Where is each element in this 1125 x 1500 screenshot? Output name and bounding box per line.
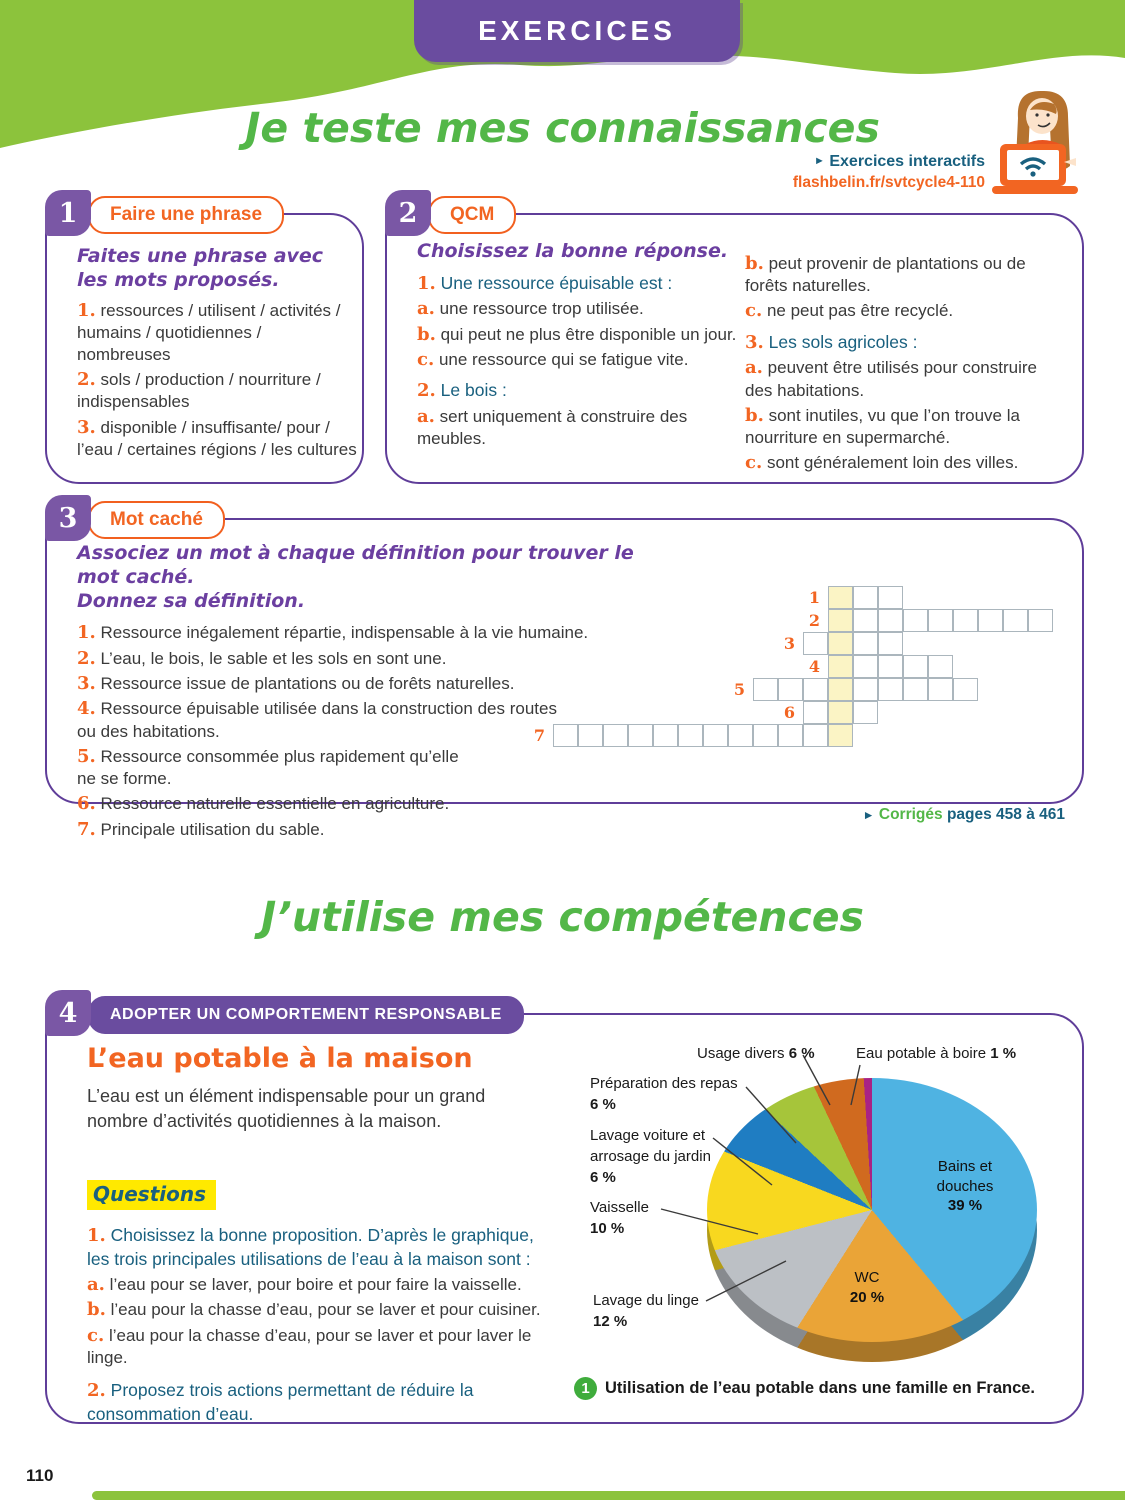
crossword-cell-highlighted[interactable] [828, 632, 853, 655]
crossword-row-number: 5 [733, 680, 745, 699]
exercise1-title-pill [88, 196, 284, 234]
crossword-cell[interactable] [853, 701, 878, 724]
callout-line [746, 1087, 796, 1143]
crossword-row-number: 1 [808, 588, 820, 607]
bottom-green-bar [92, 1491, 1125, 1500]
interactive-exercises-link[interactable] [793, 152, 985, 193]
list-item: b. l’eau pour la chasse d’eau, pour se laver et pour cuisiner. [87, 1299, 541, 1321]
exercise3-number-tab [45, 495, 91, 541]
corriges-link[interactable] [863, 806, 1065, 824]
crossword-cell[interactable] [878, 678, 903, 701]
exercise4-questions [87, 1224, 557, 1425]
pie-label-lavage-linge: Lavage du linge 12 % [593, 1292, 699, 1330]
crossword-cell[interactable] [753, 724, 778, 747]
page-number: 110 [26, 1466, 54, 1485]
exercise4-number-tab [45, 990, 91, 1036]
pie-label-lavage-voiture: Lavage voiture et arrosage du jardin 6 % [590, 1127, 711, 1186]
crossword-cell[interactable] [953, 609, 978, 632]
crossword-cell[interactable] [678, 724, 703, 747]
banner-title: EXERCICES [478, 15, 676, 46]
crossword-cell[interactable] [853, 586, 878, 609]
list-item: 1. Ressource inégalement répartie, indispensable à la vie humaine. [77, 622, 589, 644]
exercise3-instruction-line1: Associez un mot à chaque définition pour trouver le mot caché. [77, 542, 634, 588]
callout-line [851, 1065, 860, 1105]
list-item: c. sont généralement loin des villes. [745, 452, 1019, 474]
crossword-cell[interactable] [978, 609, 1003, 632]
figure-caption [574, 1377, 1035, 1400]
list-item: 5. Ressource consommée plus rapidement qu’elle ne se forme. [77, 745, 459, 789]
list-item: 1. ressources / utilisent / activités / humains / quotidiennes / nombreuses [77, 299, 341, 364]
crossword-cell[interactable] [553, 724, 578, 747]
crossword-row-number: 3 [783, 634, 795, 653]
crossword-cell[interactable] [853, 655, 878, 678]
list-item: 2. sols / production / nourriture / indispensables [77, 369, 321, 412]
section-title-competences: J’utilise mes compétences [261, 893, 864, 941]
crossword-row-number: 7 [533, 726, 545, 745]
exercise4-number: 4 [58, 997, 78, 1029]
crossword-cell-highlighted[interactable] [828, 586, 853, 609]
list-item: a. sert uniquement à construire des meubles. [417, 405, 688, 449]
crossword-cell[interactable] [728, 724, 753, 747]
crossword-cell[interactable] [903, 655, 928, 678]
exercise2-title-pill [428, 196, 516, 234]
interactive-url[interactable]: flashbelin.fr/svtcycle4-110 [792, 173, 985, 191]
crossword-cell[interactable] [753, 678, 778, 701]
exercise1-number: 1 [58, 197, 78, 229]
crossword-cell[interactable] [853, 678, 878, 701]
crossword-cell[interactable] [878, 586, 903, 609]
exercise2-title: QCM [450, 204, 495, 225]
exercise4-intro: L’eau est un élément indispensable pour un grand nombre d’activités quotidiennes à la maison. [87, 1086, 486, 1132]
crossword-cell[interactable] [928, 678, 953, 701]
corriges-label[interactable]: Corrigés [878, 806, 943, 823]
list-item: b. qui peut ne plus être disponible un jour. [417, 323, 737, 345]
questions-badge: Questions [87, 1180, 216, 1210]
callout-line [713, 1138, 772, 1185]
exercise1-number-tab [45, 190, 91, 236]
exercise3-title: Mot caché [110, 509, 203, 530]
list-item: c. ne peut pas être recyclé. [745, 300, 954, 322]
callout-line [661, 1209, 758, 1234]
exercise2-column2 [745, 252, 1067, 475]
crossword-cell[interactable] [603, 724, 628, 747]
question-item: 2. Le bois : [417, 380, 507, 402]
list-item: 2. L’eau, le bois, le sable et les sols en sont une. [77, 647, 447, 669]
list-item: b. peut provenir de plantations ou de forêts naturelles. [745, 253, 1026, 296]
crossword-cell-highlighted[interactable] [828, 609, 853, 632]
crossword-cell-highlighted[interactable] [828, 678, 853, 701]
crossword-cell[interactable] [1028, 609, 1053, 632]
list-item: a. l’eau pour se laver, pour boire et pour faire la vaisselle. [87, 1273, 522, 1295]
list-item: 3. Ressource issue de plantations ou de forêts naturelles. [77, 673, 515, 695]
exercise4-title-pill [88, 996, 524, 1034]
list-item: c. l’eau pour la chasse d’eau, pour se laver et pour laver le linge. [87, 1324, 532, 1368]
pie-label-bains-douches: Bains et douches 39 % [936, 1158, 994, 1214]
question-item: 1. Une ressource épuisable est : [417, 272, 673, 294]
question-item: 3. Les sols agricoles : [745, 331, 918, 353]
question-item: 1. Choisissez la bonne proposition. D’après le graphique, les trois principales utilisations de l’eau à la maison sont : [87, 1225, 534, 1269]
crossword-cell[interactable] [878, 655, 903, 678]
list-item: b. sont inutiles, vu que l’on trouve la nourriture en supermarché. [745, 404, 1020, 448]
exercise2-box [385, 213, 1084, 484]
crossword-cell[interactable] [903, 678, 928, 701]
section-title-connaissances: Je teste mes connaissances [245, 104, 880, 152]
crossword-cell[interactable] [803, 701, 828, 724]
crossword-cell[interactable] [578, 724, 603, 747]
crossword-cell[interactable] [928, 655, 953, 678]
figure-number-badge: 1 [574, 1377, 597, 1400]
arrow-icon: ► [814, 155, 825, 167]
exercise1-instruction: Faites une phrase avec les mots proposés. [77, 245, 324, 291]
pie-label-wc: WC 20 % [849, 1269, 885, 1306]
crossword-cell[interactable] [803, 724, 828, 747]
list-item: c. une ressource qui se fatigue vite. [417, 348, 689, 370]
crossword-cell[interactable] [803, 632, 828, 655]
list-item: 7. Principale utilisation du sable. [77, 818, 325, 840]
crossword-cell-highlighted[interactable] [828, 701, 853, 724]
exercise2-column1 [417, 272, 737, 450]
pie-label-eau-potable: Eau potable à boire 1 % [856, 1045, 1017, 1062]
exercise4-heading: L’eau potable à la maison [87, 1043, 473, 1074]
list-item: a. une ressource trop utilisée. [417, 298, 644, 320]
pie-label-usage-divers: Usage divers 6 % [697, 1045, 815, 1062]
crossword-cell[interactable] [778, 724, 803, 747]
exercices-banner-tab [414, 0, 740, 62]
exercise2-instruction: Choisissez la bonne réponse. [417, 240, 729, 262]
crossword-row-number: 6 [783, 703, 795, 722]
exercise2-number: 2 [398, 197, 418, 229]
figure-caption-text: Utilisation de l’eau potable dans une famille en France. [605, 1379, 1036, 1397]
exercise1-box [45, 213, 364, 484]
crossword-cell[interactable] [853, 609, 878, 632]
crossword-cell[interactable] [928, 609, 953, 632]
crossword-cell[interactable] [903, 609, 928, 632]
exercise1-title: Faire une phrase [110, 204, 263, 225]
crossword-cell[interactable] [878, 609, 903, 632]
exercise2-number-tab [385, 190, 431, 236]
callout-line [706, 1261, 786, 1301]
list-item: 4. Ressource épuisable utilisée dans la construction des routes ou des habitations. [77, 698, 557, 741]
pie-label-vaisselle: Vaisselle 10 % [590, 1199, 649, 1237]
crossword-row-number: 2 [808, 611, 820, 630]
crossword-cell-highlighted[interactable] [828, 655, 853, 678]
crossword-cell[interactable] [803, 678, 828, 701]
exercise1-word-list [77, 299, 359, 462]
girl-laptop-illustration [980, 88, 1098, 200]
crossword-cell[interactable] [628, 724, 653, 747]
crossword-row-number: 4 [808, 657, 820, 676]
crossword-grid [533, 582, 1080, 754]
crossword-cell[interactable] [778, 678, 803, 701]
question-item: 2. Proposez trois actions permettant de réduire la consommation d’eau. [87, 1380, 474, 1424]
exercise3-title-pill [88, 501, 225, 539]
corriges-pages: pages 458 à 461 [946, 806, 1065, 823]
pie-label-preparation-repas: Préparation des repas 6 % [590, 1075, 738, 1113]
crossword-cell-highlighted[interactable] [828, 724, 853, 747]
crossword-cell[interactable] [878, 632, 903, 655]
exercise3-number: 3 [58, 502, 78, 534]
list-item: 3. disponible / insuffisante/ pour / l’eau / certaines régions / les cultures [77, 416, 357, 459]
crossword-cell[interactable] [653, 724, 678, 747]
crossword-cell[interactable] [703, 724, 728, 747]
exercise3-instruction-line2: Donnez sa définition. [77, 589, 306, 612]
crossword-cell[interactable] [953, 678, 978, 701]
list-item: a. peuvent être utilisés pour construire des habitations. [745, 357, 1037, 400]
arrow-icon: ► [862, 808, 875, 822]
crossword-cell[interactable] [853, 632, 878, 655]
water-usage-pie-chart [560, 1025, 1075, 1425]
interactive-label[interactable]: Exercices interactifs [829, 153, 985, 170]
list-item: 6. Ressource naturelle essentielle en agriculture. [77, 793, 450, 815]
crossword-cell[interactable] [1003, 609, 1028, 632]
exercise4-title: ADOPTER UN COMPORTEMENT RESPONSABLE [110, 1006, 502, 1023]
